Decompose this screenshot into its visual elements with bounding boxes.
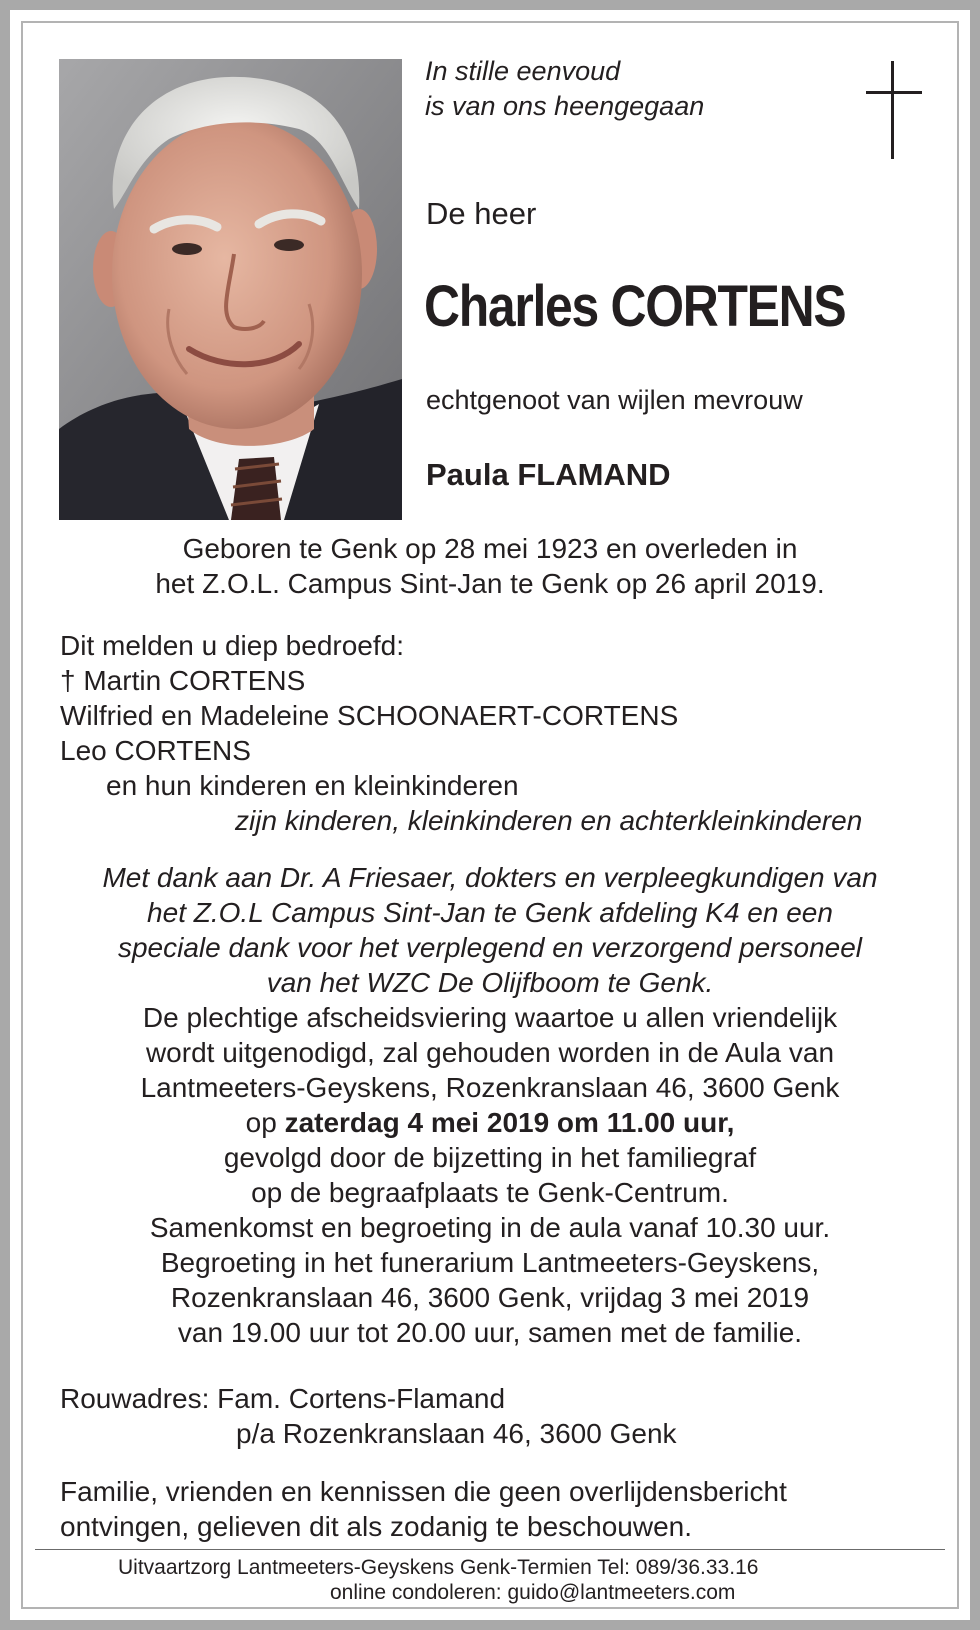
- ceremony-line: Lantmeeters-Geyskens, Rozenkranslaan 46, 3600 Genk: [140, 1072, 840, 1103]
- ceremony-text: [40, 1000, 940, 1350]
- thanks-line: van het WZC De Olijfboom te Genk.: [266, 967, 714, 998]
- thanks-line: speciale dank voor het verplegend en verzorgend personeel: [117, 932, 863, 963]
- family-intro: Dit melden u diep bedroefd:: [60, 630, 404, 661]
- thanks-line: het Z.O.L Campus Sint-Jan te Genk afdeling K4 en een: [147, 897, 833, 928]
- intro-text: [425, 54, 704, 124]
- notice-line: Familie, vrienden en kennissen die geen overlijdensbericht: [60, 1476, 787, 1507]
- intro-line: is van ons heengegaan: [425, 91, 705, 121]
- thanks-text: [40, 860, 940, 1000]
- thanks-line: Met dank aan Dr. A Friesaer, dokters en verpleegkundigen van: [102, 862, 878, 893]
- ceremony-date: zaterdag 4 mei 2019 om 11.00 uur,: [284, 1107, 735, 1138]
- footer-funeral-home: Uitvaartzorg Lantmeeters-Geyskens Genk-Termien Tel: 089/36.33.16: [118, 1556, 759, 1579]
- birth-death-line: het Z.O.L. Campus Sint-Jan te Genk op 26 april 2019.: [155, 568, 825, 599]
- birth-death-line: Geboren te Genk op 28 mei 1923 en overleden in: [182, 533, 798, 564]
- family-children: en hun kinderen en kleinkinderen: [106, 770, 519, 801]
- ceremony-line: wordt uitgenodigd, zal gehouden worden in de Aula van: [145, 1037, 835, 1068]
- spouse-relation: echtgenoot van wijlen mevrouw: [426, 385, 803, 415]
- ceremony-date-prefix: op: [245, 1107, 277, 1138]
- spouse-name: Paula FLAMAND: [426, 457, 671, 492]
- family-member: Leo CORTENS: [60, 735, 251, 766]
- notice-text: [60, 1474, 787, 1544]
- intro-line: In stille eenvoud: [425, 56, 621, 86]
- ceremony-line: Begroeting in het funerarium Lantmeeters-Geyskens,: [160, 1247, 820, 1278]
- ceremony-line: op de begraafplaats te Genk-Centrum.: [251, 1177, 729, 1208]
- ceremony-line: De plechtige afscheidsviering waartoe u allen vriendelijk: [142, 1002, 838, 1033]
- ceremony-line: gevolgd door de bijzetting in het familiegraf: [223, 1142, 757, 1173]
- ceremony-line: Samenkomst en begroeting in de aula vanaf 10.30 uur.: [149, 1212, 831, 1243]
- portrait-photo: [59, 59, 402, 520]
- notice-line: ontvingen, gelieven dit als zodanig te beschouwen.: [60, 1511, 692, 1542]
- honorific: De heer: [426, 196, 537, 231]
- address-street: p/a Rozenkranslaan 46, 3600 Genk: [236, 1418, 677, 1449]
- address-label: Rouwadres: Fam. Cortens-Flamand: [60, 1383, 506, 1414]
- ceremony-line: Rozenkranslaan 46, 3600 Genk, vrijdag 3 mei 2019: [170, 1282, 810, 1313]
- family-list: [60, 628, 678, 803]
- footer-condolences[interactable]: online condoleren: guido@lantmeeters.com: [330, 1581, 736, 1604]
- family-member: Wilfried en Madeleine SCHOONAERT-CORTENS: [60, 700, 679, 731]
- footer-divider: [35, 1549, 945, 1550]
- deceased-name: Charles CORTENS: [424, 274, 846, 339]
- birth-death-text: [40, 531, 940, 601]
- family-member: † Martin CORTENS: [60, 665, 306, 696]
- ceremony-line: van 19.00 uur tot 20.00 uur, samen met de familie.: [177, 1317, 803, 1348]
- family-descendants: zijn kinderen, kleinkinderen en achterkleinkinderen: [235, 805, 863, 836]
- cross-icon: [866, 61, 922, 159]
- ceremony-date-line: [40, 1105, 940, 1140]
